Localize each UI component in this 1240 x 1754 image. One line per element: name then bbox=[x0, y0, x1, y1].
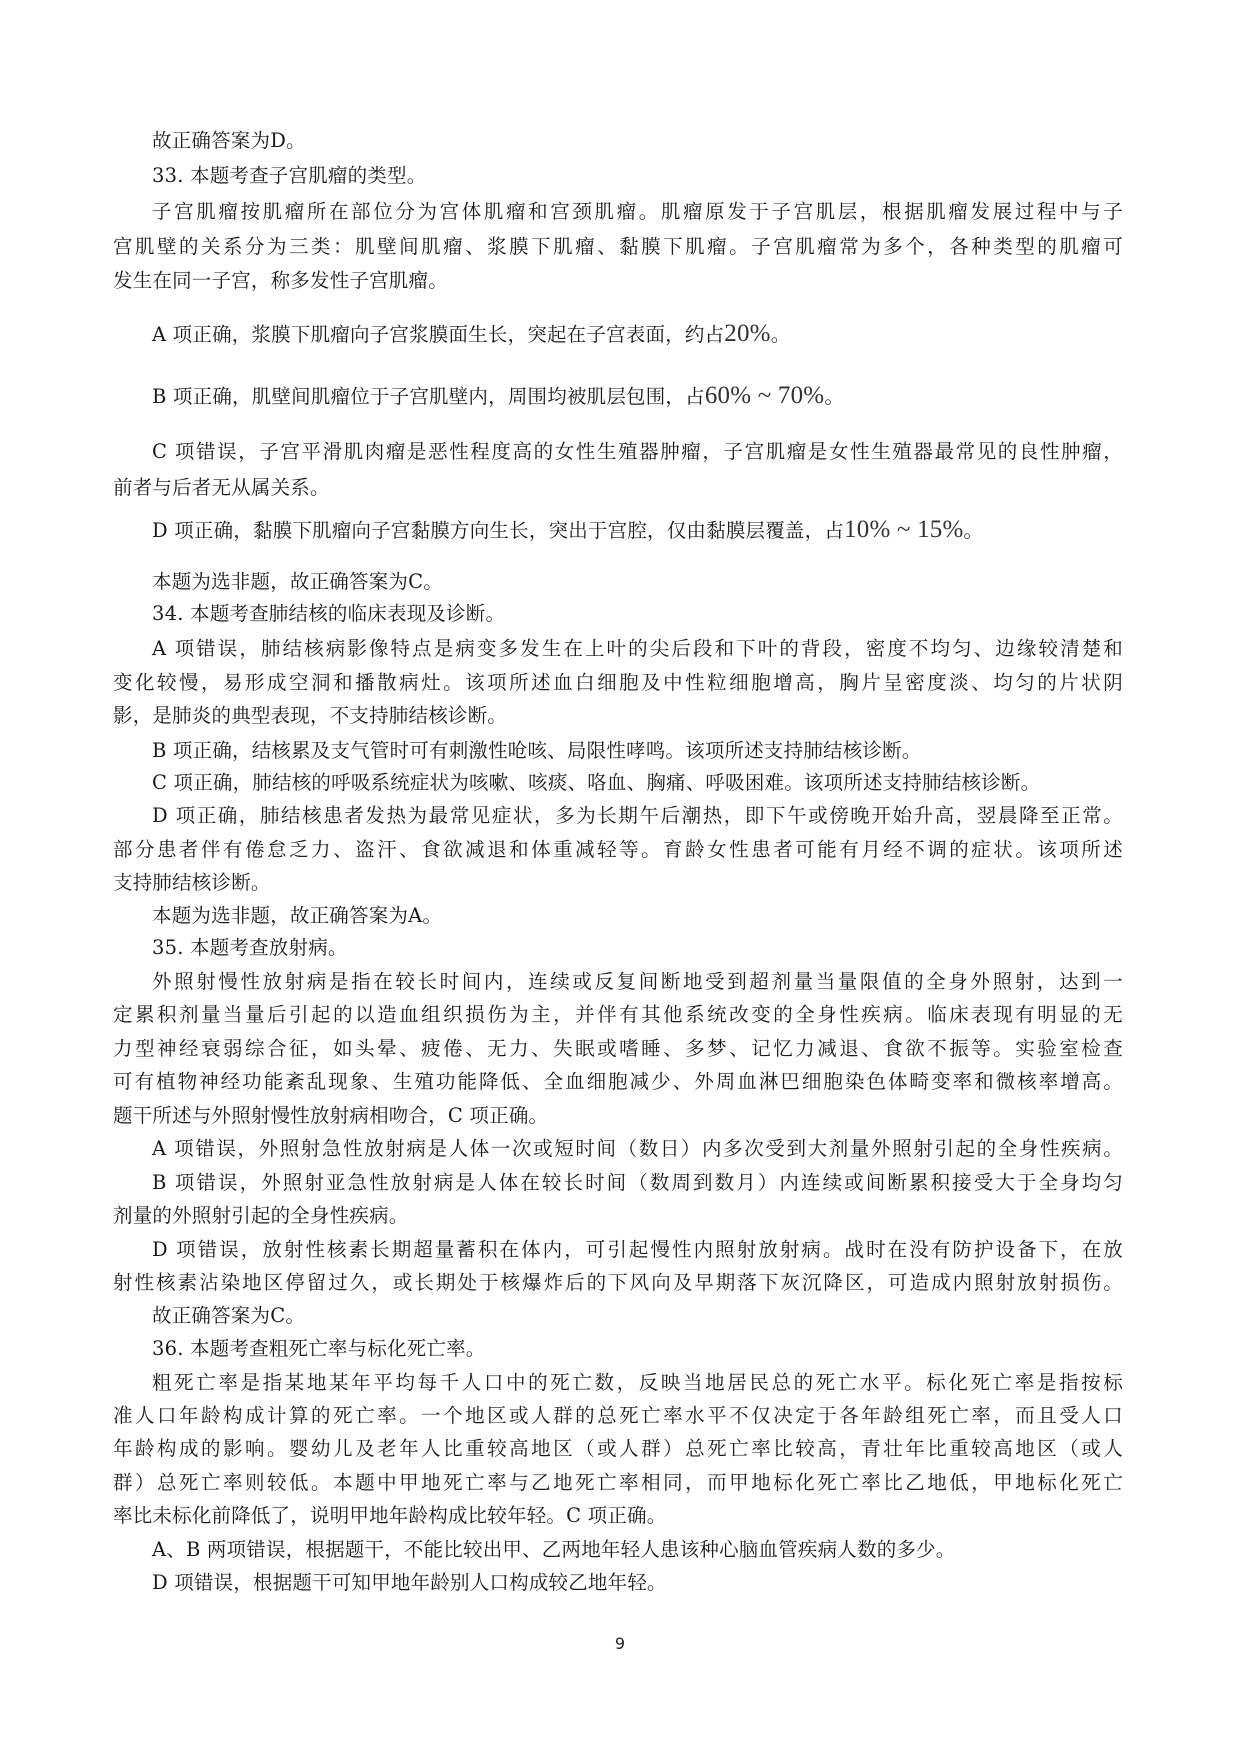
text-line-content: 33. 本题考查子宫肌瘤的类型。 bbox=[152, 164, 427, 187]
text-line-content: D 项错误，放射性核素长期超量蓄积在体内，可引起慢性内照射放射病。战时在没有防护设备下，在放 bbox=[152, 1238, 1123, 1261]
text-line-content: D 项错误，根据题干可知甲地年龄别人口构成较乙地年轻。 bbox=[152, 1571, 667, 1594]
text-line-content: C 项错误，子宫平滑肌肉瘤是恶性程度高的女性生殖器肿瘤，子宫肌瘤是女性生殖器最常见的良性肿瘤， bbox=[152, 440, 1123, 463]
text-line-content: B 项错误，外照射亚急性放射病是人体在较长时间（数周到数月）内连续或间断累积接受大于全身均匀 bbox=[152, 1171, 1123, 1194]
text-line bbox=[152, 127, 306, 155]
text-line bbox=[152, 1169, 1123, 1197]
text-line-content: B 项正确，结核累及支气管时可有刺激性呛咳、局限性哮鸣。该项所述支持肺结核诊断。 bbox=[152, 739, 922, 762]
percentage-value: 60% ~ 70% bbox=[704, 382, 825, 409]
text-line-content: 定累积剂量当量后引起的以造血组织损伤为主，并伴有其他系统改变的全身性疾病。临床表现有明显的无 bbox=[113, 1003, 1123, 1026]
text-line-content: 34. 本题考查肺结核的临床表现及诊断。 bbox=[152, 602, 506, 625]
text-line-content: 准人口年龄构成计算的死亡率。一个地区或人群的总死亡率水平不仅决定于各年龄组死亡率，而且受人口 bbox=[113, 1404, 1123, 1427]
text-line-tail: 。 bbox=[824, 385, 845, 408]
text-line-content: 题干所述与外照射慢性放射病相吻合，C 项正确。 bbox=[113, 1104, 549, 1127]
text-line-content: 可有植物神经功能紊乱现象、生殖功能降低、全血细胞减少、外周血淋巴细胞染色体畸变率和微核率增高。 bbox=[113, 1070, 1123, 1093]
text-line-content: 36. 本题考查粗死亡率与标化死亡率。 bbox=[152, 1337, 486, 1360]
text-line-content: 本题为选非题，故正确答案为C。 bbox=[152, 570, 443, 593]
text-line-content: B 项正确，肌壁间肌瘤位于子宫肌壁内，周围均被肌层包围，占 bbox=[152, 385, 705, 408]
text-line bbox=[152, 968, 1123, 996]
text-line bbox=[152, 1335, 486, 1363]
text-line-content: 支持肺结核诊断。 bbox=[113, 871, 271, 894]
percentage-value: 20% bbox=[724, 320, 771, 347]
text-line bbox=[152, 568, 443, 596]
text-line bbox=[113, 1202, 409, 1230]
text-line-content: 影，是肺炎的典型表现，不支持肺结核诊断。 bbox=[113, 704, 508, 727]
text-line bbox=[152, 934, 348, 962]
text-line bbox=[113, 1469, 1123, 1497]
text-line bbox=[113, 702, 507, 730]
text-line bbox=[152, 737, 922, 765]
text-line bbox=[152, 1236, 1123, 1264]
text-line bbox=[152, 1302, 305, 1330]
text-line-content: 宫肌壁的关系分为三类：肌壁间肌瘤、浆膜下肌瘤、黏膜下肌瘤。子宫肌瘤常为多个，各种类型的肌瘤可 bbox=[113, 235, 1123, 258]
text-line bbox=[152, 1536, 956, 1564]
text-line-content: A、B 两项错误，根据题干，不能比较出甲、乙两地年轻人患该种心脑血管疾病人数的多少。 bbox=[152, 1538, 956, 1561]
text-line-content: 变化较慢，易形成空洞和播散病灶。该项所述血白细胞及中性粒细胞增高，胸片呈密度淡、均匀的片状阴 bbox=[113, 671, 1123, 694]
text-line bbox=[152, 1369, 1123, 1397]
text-line-content: 力型神经衰弱综合征，如头晕、疲倦、无力、失眠或嗜睡、多梦、记忆力减退、食欲不振等。实验室检查 bbox=[113, 1037, 1123, 1060]
text-line-content: 故正确答案为C。 bbox=[152, 1304, 306, 1327]
text-line-content: 剂量的外照射引起的全身性疾病。 bbox=[113, 1204, 409, 1227]
text-line bbox=[152, 438, 1123, 466]
text-line-content: 群）总死亡率则较低。本题中甲地死亡率与乙地死亡率相同，而甲地标化死亡率比乙地低，甲地标化死亡 bbox=[113, 1471, 1123, 1494]
text-line bbox=[152, 635, 1123, 663]
text-line-content: C 项正确，肺结核的呼吸系统症状为咳嗽、咳痰、咯血、胸痛、呼吸困难。该项所述支持肺结核诊断。 bbox=[152, 771, 1041, 794]
text-line bbox=[152, 1569, 667, 1597]
text-line-content: 35. 本题考查放射病。 bbox=[152, 936, 348, 959]
text-line bbox=[152, 769, 1040, 797]
text-line bbox=[113, 233, 1123, 261]
text-line-content: 年龄构成的影响。婴幼儿及老年人比重较高地区（或人群）总死亡率比较高，青壮年比重较高地区（或人 bbox=[113, 1437, 1123, 1460]
text-line bbox=[113, 1102, 548, 1130]
text-line bbox=[152, 902, 442, 930]
text-line bbox=[113, 869, 271, 897]
text-line bbox=[152, 600, 505, 628]
text-line bbox=[113, 669, 1123, 697]
text-line-content: 射性核素沾染地区停留过久，或长期处于核爆炸后的下风向及早期落下灰沉降区，可造成内照射放射损伤。 bbox=[113, 1271, 1123, 1294]
text-line bbox=[113, 1001, 1123, 1029]
text-line bbox=[152, 1135, 1123, 1163]
text-line-tail: 。 bbox=[770, 323, 791, 346]
text-line-content: 发生在同一子宫，称多发性子宫肌瘤。 bbox=[113, 269, 448, 292]
text-line-content: 子宫肌瘤按肌瘤所在部位分为宫体肌瘤和宫颈肌瘤。肌瘤原发于子宫肌层，根据肌瘤发展过程中与子 bbox=[152, 200, 1123, 223]
page-number: 9 bbox=[614, 1634, 626, 1653]
text-line bbox=[152, 320, 790, 349]
text-line-content: 本题为选非题，故正确答案为A。 bbox=[152, 904, 443, 927]
percentage-value: 10% ~ 15% bbox=[844, 516, 964, 543]
text-line bbox=[113, 1502, 666, 1530]
text-line bbox=[113, 1435, 1123, 1463]
text-line-content: 故正确答案为D。 bbox=[152, 129, 306, 152]
text-line bbox=[113, 1068, 1123, 1096]
text-line bbox=[113, 1402, 1123, 1430]
text-line bbox=[152, 198, 1123, 226]
text-line-tail: 。 bbox=[963, 519, 984, 542]
text-line bbox=[152, 802, 1123, 830]
text-line bbox=[113, 836, 1123, 864]
text-line-content: 外照射慢性放射病是指在较长时间内，连续或反复间断地受到超剂量当量限值的全身外照射，达到一 bbox=[152, 970, 1123, 993]
text-line bbox=[113, 267, 448, 295]
text-line-content: 率比未标化前降低了，说明甲地年龄构成比较年轻。C 项正确。 bbox=[113, 1504, 667, 1527]
text-line bbox=[152, 382, 844, 411]
text-line bbox=[113, 1035, 1123, 1063]
text-line-content: 粗死亡率是指某地某年平均每千人口中的死亡数，反映当地居民总的死亡水平。标化死亡率是指按标 bbox=[152, 1371, 1123, 1394]
text-line bbox=[113, 1269, 1123, 1297]
text-line-content: A 项错误，肺结核病影像特点是病变多发生在上叶的尖后段和下叶的背段，密度不均匀、边缘较清楚和 bbox=[152, 637, 1123, 660]
text-line-content: D 项正确，肺结核患者发热为最常见症状，多为长期午后潮热，即下午或傍晚开始升高，翌晨降至正常。 bbox=[152, 804, 1123, 827]
text-line bbox=[113, 474, 330, 502]
text-line bbox=[152, 162, 426, 190]
text-line bbox=[152, 516, 983, 545]
text-line-content: 前者与后者无从属关系。 bbox=[113, 476, 330, 499]
text-line-content: A 项错误，外照射急性放射病是人体一次或短时间（数日）内多次受到大剂量外照射引起的全身性疾病。 bbox=[152, 1137, 1123, 1160]
text-line-content: D 项正确，黏膜下肌瘤向子宫黏膜方向生长，突出于宫腔，仅由黏膜层覆盖，占 bbox=[152, 519, 845, 542]
text-line-content: A 项正确，浆膜下肌瘤向子宫浆膜面生长，突起在子宫表面，约占 bbox=[152, 323, 725, 346]
text-line-content: 部分患者伴有倦怠乏力、盗汗、食欲减退和体重减轻等。育龄女性患者可能有月经不调的症状。该项所述 bbox=[113, 838, 1123, 861]
